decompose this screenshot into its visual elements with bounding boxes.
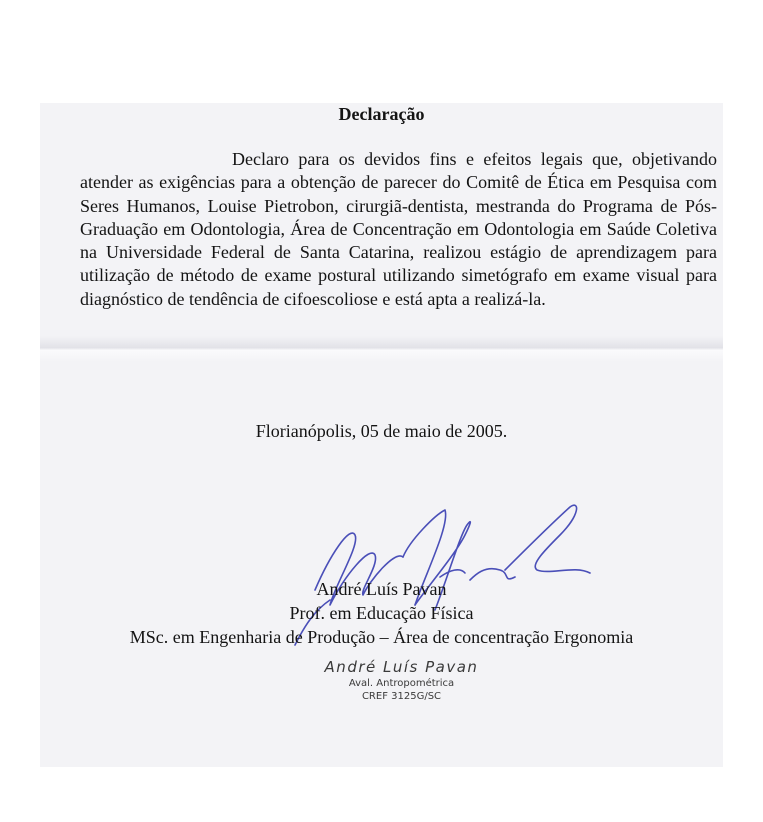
place-date: Florianópolis, 05 de maio de 2005. <box>255 421 508 441</box>
signatory-degree: MSc. em Engenharia de Produção – Área de concentração Ergonomia <box>129 627 634 647</box>
stamp-line-2: CREF 3125G/SC <box>361 691 442 702</box>
declaration-opening: Declaro para os devidos fins e efeitos legais que, <box>232 149 623 169</box>
stamp-line-1: Aval. Antropométrica <box>348 678 455 689</box>
signatory-name: André Luís Pavan <box>316 579 447 599</box>
stamp-name: André Luís Pavan <box>324 658 479 676</box>
signatory-role: Prof. em Educação Física <box>289 603 474 623</box>
declaration-text: objetivando atender as exigências para a obtenção de parecer do Comitê de Ética em Pesquisa com Seres Humanos, Louise Pietrobon, cirurgiã-dentista, mestranda do Programa de Pós-Graduação em Odontologia, Área de Concentração em Odontologia em Saúde Coletiva na Universidade Federal de Santa Catarina, realizou estágio de aprendizagem para utilização de método de exame postural utilizando simetógrafo em exame visual para diagnóstico de tendência de cifoescoliose e está apta a realizá-la. <box>80 149 717 309</box>
paper-fold <box>40 336 723 362</box>
declaration-body <box>80 148 717 311</box>
document-title: Declaração <box>338 104 425 124</box>
